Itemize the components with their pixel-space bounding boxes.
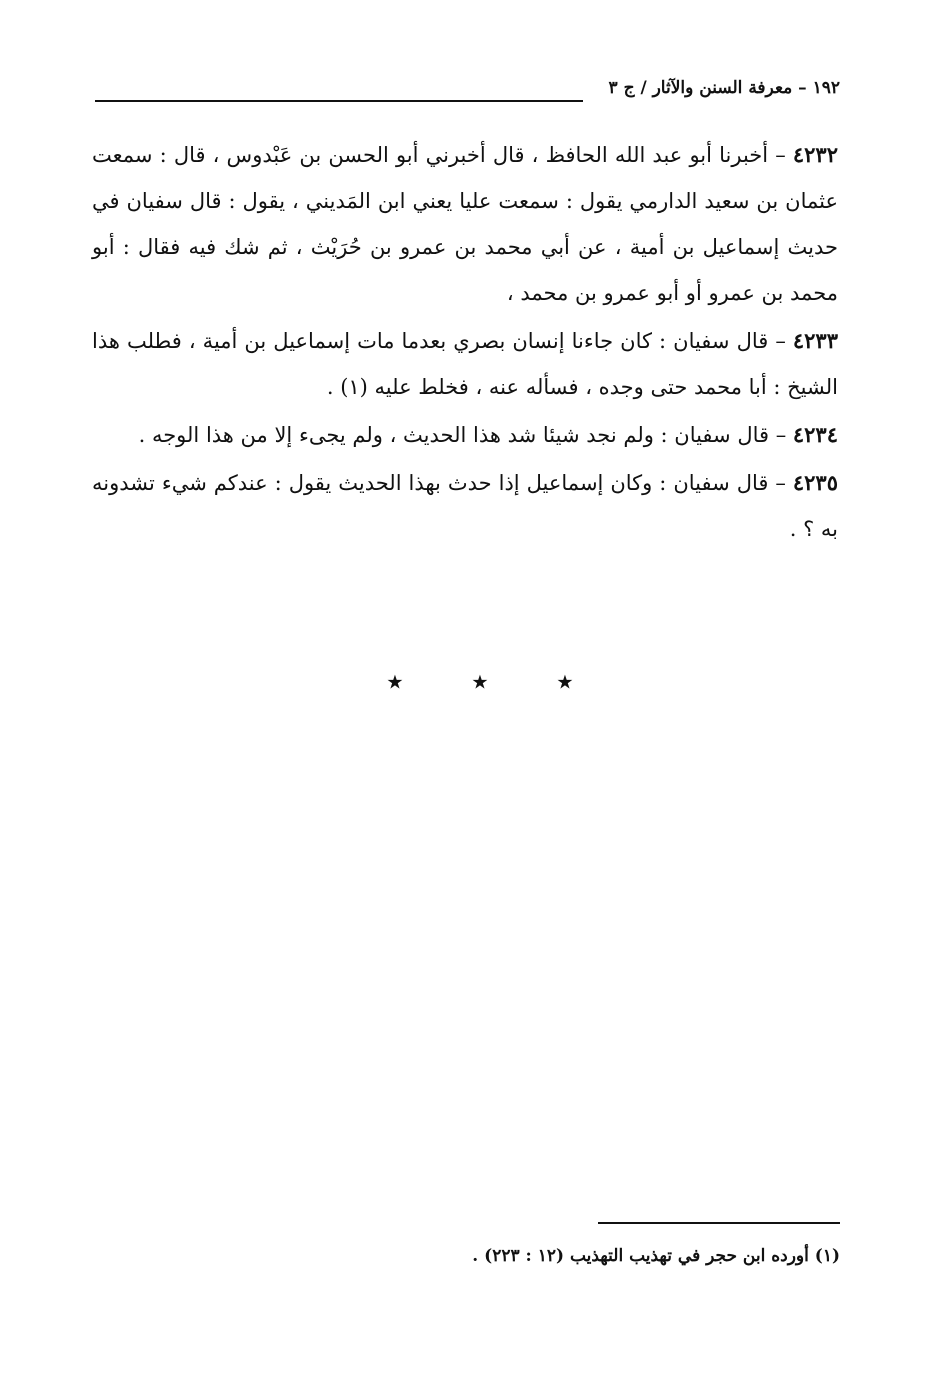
footnote (380, 1240, 840, 1272)
footnote-text: (١) أورده ابن حجر في تهذيب التهذيب (١٢ : ٢٢٣) . (472, 1246, 840, 1266)
header-rule (95, 100, 583, 102)
paragraph-4235 (92, 460, 838, 552)
asterisk-ornament-icon: ٭ (557, 667, 573, 697)
paragraph-4234 (92, 412, 838, 458)
asterisk-ornament-icon: ٭ (472, 667, 488, 697)
asterisk-ornament-icon: ٭ (387, 667, 403, 697)
paragraph-number: ٤٢٣٣ (792, 328, 838, 353)
footnote-rule (598, 1222, 840, 1224)
paragraph-text: – قال سفيان : كان جاءنا إنسان بصري بعدما مات إسماعيل بن أمية ، فطلب هذا الشيخ : أبا محمد حتى وجده ، فسأله عنه ، فخلط عليه (١) . (92, 329, 838, 399)
body-text (92, 132, 838, 554)
paragraph-number: ٤٢٣٤ (792, 422, 838, 447)
paragraph-text: – قال سفيان : ولم نجد شيئا شد هذا الحديث ، ولم يجىء إلا من هذا الوجه . (138, 423, 793, 447)
running-title: ١٩٢ – معرفة السنن والآثار / ج ٣ (608, 78, 840, 98)
paragraph-number: ٤٢٣٥ (792, 470, 838, 495)
paragraph-4232 (92, 132, 838, 316)
paragraph-text: – أخبرنا أبو عبد الله الحافظ ، قال أخبرني أبو الحسن بن عَبْدوس ، قال : سمعت عثمان بن سعيد الدارمي يقول : سمعت عليا يعني ابن المَديني ، يقول : قال سفيان في حديث إسماعيل بن أمية ، عن أبي محمد بن عمرو بن حُرَيْث ، ثم شك فيه فقال : أبو محمد بن عمرو أو أبو عمرو بن محمد ، (92, 143, 838, 305)
paragraph-text: – قال سفيان : وكان إسماعيل إذا حدث بهذا الحديث يقول : عندكم شيء تشدونه به ؟ . (92, 471, 838, 541)
paragraph-number: ٤٢٣٢ (792, 142, 838, 167)
section-separator (380, 662, 580, 702)
running-header (95, 78, 840, 102)
paragraph-4233 (92, 318, 838, 410)
